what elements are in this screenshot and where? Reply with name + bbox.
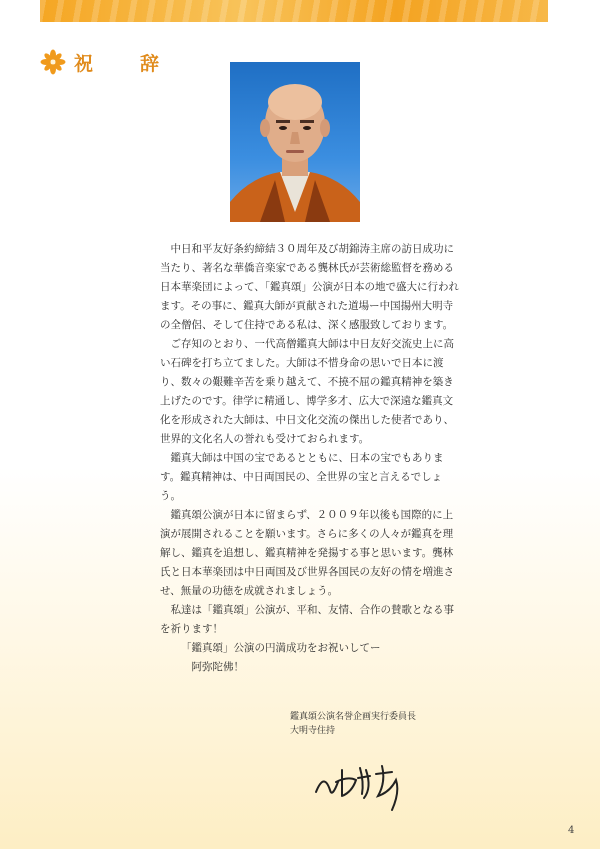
flower-icon bbox=[40, 49, 66, 75]
signer-position: 大明寺住持 bbox=[290, 726, 336, 736]
letter-body bbox=[160, 240, 460, 677]
paragraph: 阿弥陀佛！ bbox=[191, 661, 244, 673]
paragraph: ご存知のとおり、一代高僧鑑真大師は中日友好交流史上に高い石碑を打ち立てました。大師は不惜身命の思いで日本に渡り、数々の艱難辛苦を乗り越えて、不撓不屈の鑑真精神を築き上げたのです。律学に精通し、博学多才、広大で深遠な鑑真文化を形成された大師は、中日文化交流の傑出した使者であり、世界的文化名人の誉れも受けておられます。 bbox=[160, 338, 454, 445]
paragraph: 中日和平友好条約締結３０周年及び胡錦涛主席の訪日成功に当たり、著名な華僑音楽家である龔林氏が芸術総監督を務める日本華楽団によって、「鑑真頌」公演が日本の地で盛大に行われます。その事に、鑑真大師が貢献された道場ー中国揚州大明寺の全僧侶、そして住持である私は、深く感服致しております。 bbox=[160, 243, 460, 331]
section-heading bbox=[40, 48, 173, 76]
portrait-illustration bbox=[230, 62, 360, 222]
handwritten-signature bbox=[312, 752, 412, 814]
monk-portrait bbox=[230, 62, 360, 222]
signature-block bbox=[290, 710, 416, 738]
top-decorative-band bbox=[40, 0, 548, 22]
page-title: 祝 辞 bbox=[74, 52, 174, 75]
paragraph: 「鑑真頌」公演の円満成功をお祝いしてー bbox=[181, 642, 381, 654]
paragraph: 鑑真大師は中国の宝であるとともに、日本の宝でもあります。鑑真精神は、中日両国民の、全世界の宝と言えるでしょう。 bbox=[160, 452, 444, 502]
page-number: 4 bbox=[568, 825, 575, 836]
paragraph: 私達は「鑑真頌」公演が、平和、友情、合作の賛歌となる事を祈ります！ bbox=[160, 604, 454, 635]
signer-title: 鑑真頌公演名誉企画実行委員長 bbox=[290, 712, 417, 722]
paragraph: 鑑真頌公演が日本に留まらず、２００９年以後も国際的に上演が展開されることを願います。さらに多くの人々が鑑真を理解し、鑑真を追想し、鑑真精神を発揚する事と思います。龔林氏と日本華楽団は中日両国及び世界各国民の友好の情を増進させ、無量の功徳を成就されましょう。 bbox=[160, 509, 454, 597]
